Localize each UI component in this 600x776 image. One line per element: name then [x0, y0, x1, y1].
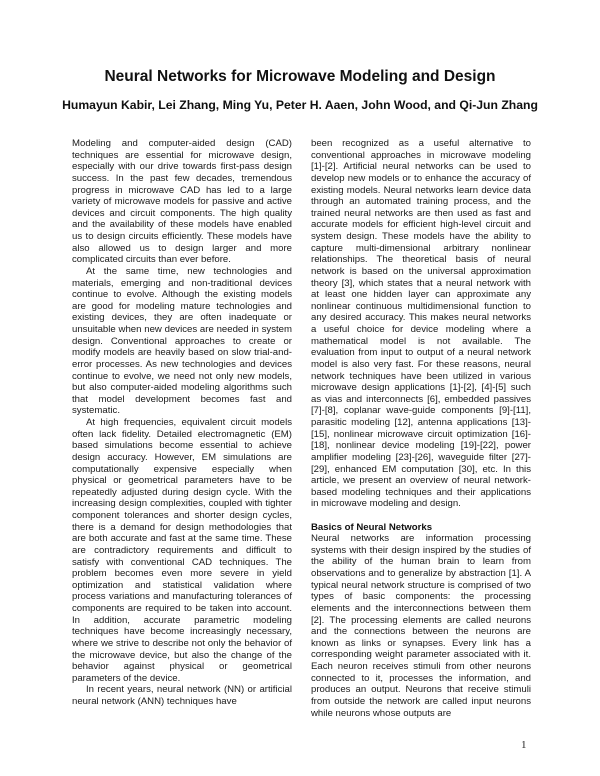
intro-paragraph-4: In recent years, neural network (NN) or artificial neural network (ANN) techniques have — [72, 684, 292, 707]
intro-paragraph-3: At high frequencies, equivalent circuit models often lack fidelity. Detailed electromagnetic (EM) based simulations become essential to achieve design accuracy. However, EM simulations are computationally expensive especially when physical or geometrical parameters have to be repeatedly adjusted during design cycle. With the increasing design complexities, coupled with tighter component tolerances and shorter design cycles, there is a demand for design methodologies that are both accurate and fast at the same time. These are contradictory requirements and difficult to satisfy with conventional CAD techniques. The problem becomes even more severe in yield optimization and statistical validation where process variations and manufacturing tolerances of components are required to be taken into account. In addition, accurate parametric modeling techniques have become increasingly necessary, where we strive to describe not only the behavior of the microwave device, but also the change of the behavior against physical or geometrical parameters of the device. — [72, 417, 292, 684]
section-spacer — [311, 510, 531, 522]
page-number: 1 — [521, 739, 527, 751]
intro-paragraph-5: been recognized as a useful alternative to conventional approaches in microwave modeling [1]-[2]. Artificial neural networks can be used to develop new models or to enhance the accuracy of existing models. Neural networks learn device data through an automated training process, and the trained neural networks are then used as fast and accurate models for efficient high-level circuit and system design. These models have the ability to capture multi-dimensional arbitrary nonlinear relationships. The theoretical basis of neural network is based on the universal approximation theory [3], which states that a neural network with at least one hidden layer can approximate any nonlinear continuous multidimensional function to any desired accuracy. This makes neural networks a useful choice for device modeling where a mathematical model is not available. The evaluation from input to output of a neural network model is also very fast. For these reasons, neural network techniques have been utilized in various microwave design applications [1]-[2], [4]-[5] such as vias and interconnects [6], embedded passives [7]-[8], coplanar wave-guide components [9]-[11], parasitic modeling [12], antenna applications [13]-[15], nonlinear microwave circuit optimization [16]-[18], nonlinear device modeling [19]-[22], power amplifier modeling [23]-[26], waveguide filter [27]-[29], enhanced EM computation [30], etc. In this article, we present an overview of neural network-based modeling techniques and their applications in microwave modeling and design. — [311, 138, 531, 510]
paper-title: Neural Networks for Microwave Modeling and Design — [104, 68, 496, 85]
section-heading: Basics of Neural Networks — [311, 521, 433, 533]
right-column — [311, 138, 531, 719]
intro-paragraph-1: Modeling and computer-aided design (CAD) techniques are essential for microwave design, especially with our drive towards first-pass design success. In the past few decades, tremendous progress in microwave CAD has led to a large variety of microwave models for passive and active devices and circuit components. The high quality and the availability of these models have enabled us to design circuits efficiently. These models have also allowed us to design larger and more complicated circuits than ever before. — [72, 138, 292, 266]
left-column — [72, 138, 292, 708]
basics-paragraph-1: Neural networks are information processing systems with their design inspired by the studies of the ability of the human brain to learn from observations and to generalize by abstraction [1]. A typical neural network structure is comprised of two types of basic components: the processing elements and the interconnections between them [2]. The processing elements are called neurons and the connections between the neurons are known as links or synapses. Every link has a corresponding weight parameter associated with it. Each neuron receives stimuli from other neurons connected to it, processes the information, and produces an output. Neurons that receive stimuli from outside the network are called input neurons while neurons whose outputs are — [311, 533, 531, 719]
author-list: Humayun Kabir, Lei Zhang, Ming Yu, Peter H. Aaen, John Wood, and Qi-Jun Zhang — [62, 98, 538, 112]
intro-paragraph-2: At the same time, new technologies and materials, emerging and non-traditional devices continue to evolve. Although the existing models are good for modeling mature technologies and existing devices, they are often inadequate or unsuitable when new devices are needed in system design. Conventional approaches to create or modify models are heavily based on slow trial-and-error processes. As new technologies and devices continue to evolve, we need not only new models, but also computer-aided modeling algorithms such that model development becomes fast and systematic. — [72, 265, 292, 417]
